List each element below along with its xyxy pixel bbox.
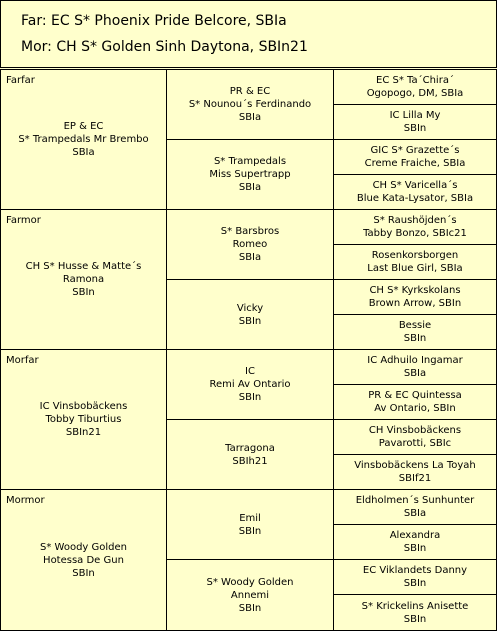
great-grandparent-cell: Emil SBIn [167,490,334,560]
grandparent-cell [1,490,167,630]
grandparent-cell [1,70,167,210]
great-great-grandparent-cell: Alexandra SBIn [334,525,496,560]
great-great-grandparent-cell: GIC S* Grazette´s Creme Fraiche, SBIa [334,140,496,175]
grandparent-cell [1,210,167,350]
great-grandparent-cell: Tarragona SBIh21 [167,420,334,490]
dam-line: Mor: CH S* Golden Sinh Daytona, SBIn21 [21,39,308,55]
great-great-grandparent-cell: CH Vinsbobäckens Pavarotti, SBIc [334,420,496,455]
grandparent-role: Mormor [6,495,45,506]
great-grandparent-cell: S* Woody Golden Annemi SBIn [167,560,334,630]
grandparent-role: Morfar [6,355,39,366]
great-great-grandparent-cell: S* Krickelins Anisette SBIn [361,600,469,625]
great-grandparent-cell: S* Trampedals Miss Supertrapp SBIa [167,140,334,210]
great-grandparent-cell: IC Remi Av Ontario SBIn [167,350,334,420]
great-great-grandparent-cell: PR & EC Quintessa Av Ontario, SBIn [334,385,496,420]
great-grandparent-cell: S* Barsbros Romeo SBIa [167,210,334,280]
great-great-grandparent-cell: IC Lilla My SBIn [334,105,496,140]
pedigree-table [0,69,497,631]
grandparent-cell [1,350,167,490]
great-great-grandparent-cell: Eldholmen´s Sunhunter SBIa [334,490,496,525]
great-great-grandparent-cell: Bessie SBIn [334,315,496,350]
grandparent-name: S* Woody Golden Hotessa De Gun SBIn [40,541,127,579]
parents-header [0,0,497,68]
sire-line: Far: EC S* Phoenix Pride Belcore, SBIa [21,13,287,29]
grandparent-role: Farmor [6,215,41,226]
great-great-grandparent-cell: S* Raushöjden´s Tabby Bonzo, SBIc21 [334,210,496,245]
great-great-grandparent-cell: CH S* Varicella´s Blue Kata-Lysator, SBIa [334,175,496,210]
great-great-grandparent-cell: Vinsbobäckens La Toyah SBIf21 [334,455,496,490]
grandparent-name: CH S* Husse & Matte´s Ramona SBIn [25,261,142,298]
great-great-grandparent-cell: CH S* Kyrkskolans Brown Arrow, SBIn [334,280,496,315]
great-great-grandparent-cell: EC Viklandets Danny SBIn [334,560,496,595]
grandparent-name: EP & EC S* Trampedals Mr Brembo SBIa [18,121,149,158]
great-great-grandparent-cell: EC S* Ta´Chira´ Ogopogo, DM, SBIa [334,70,496,105]
great-great-grandparent-cell: Rosenkorsborgen Last Blue Girl, SBIa [334,245,496,280]
grandparent-name: IC Vinsbobäckens Tobby Tiburtius SBIn21 [39,401,128,438]
great-grandparent-cell: PR & EC S* Nounou´s Ferdinando SBIa [167,70,334,140]
great-grandparent-cell: Vicky SBIn [167,280,334,350]
grandparent-role: Farfar [6,75,35,86]
great-great-grandparent-cell: IC Adhuilo Ingamar SBIa [334,350,496,385]
